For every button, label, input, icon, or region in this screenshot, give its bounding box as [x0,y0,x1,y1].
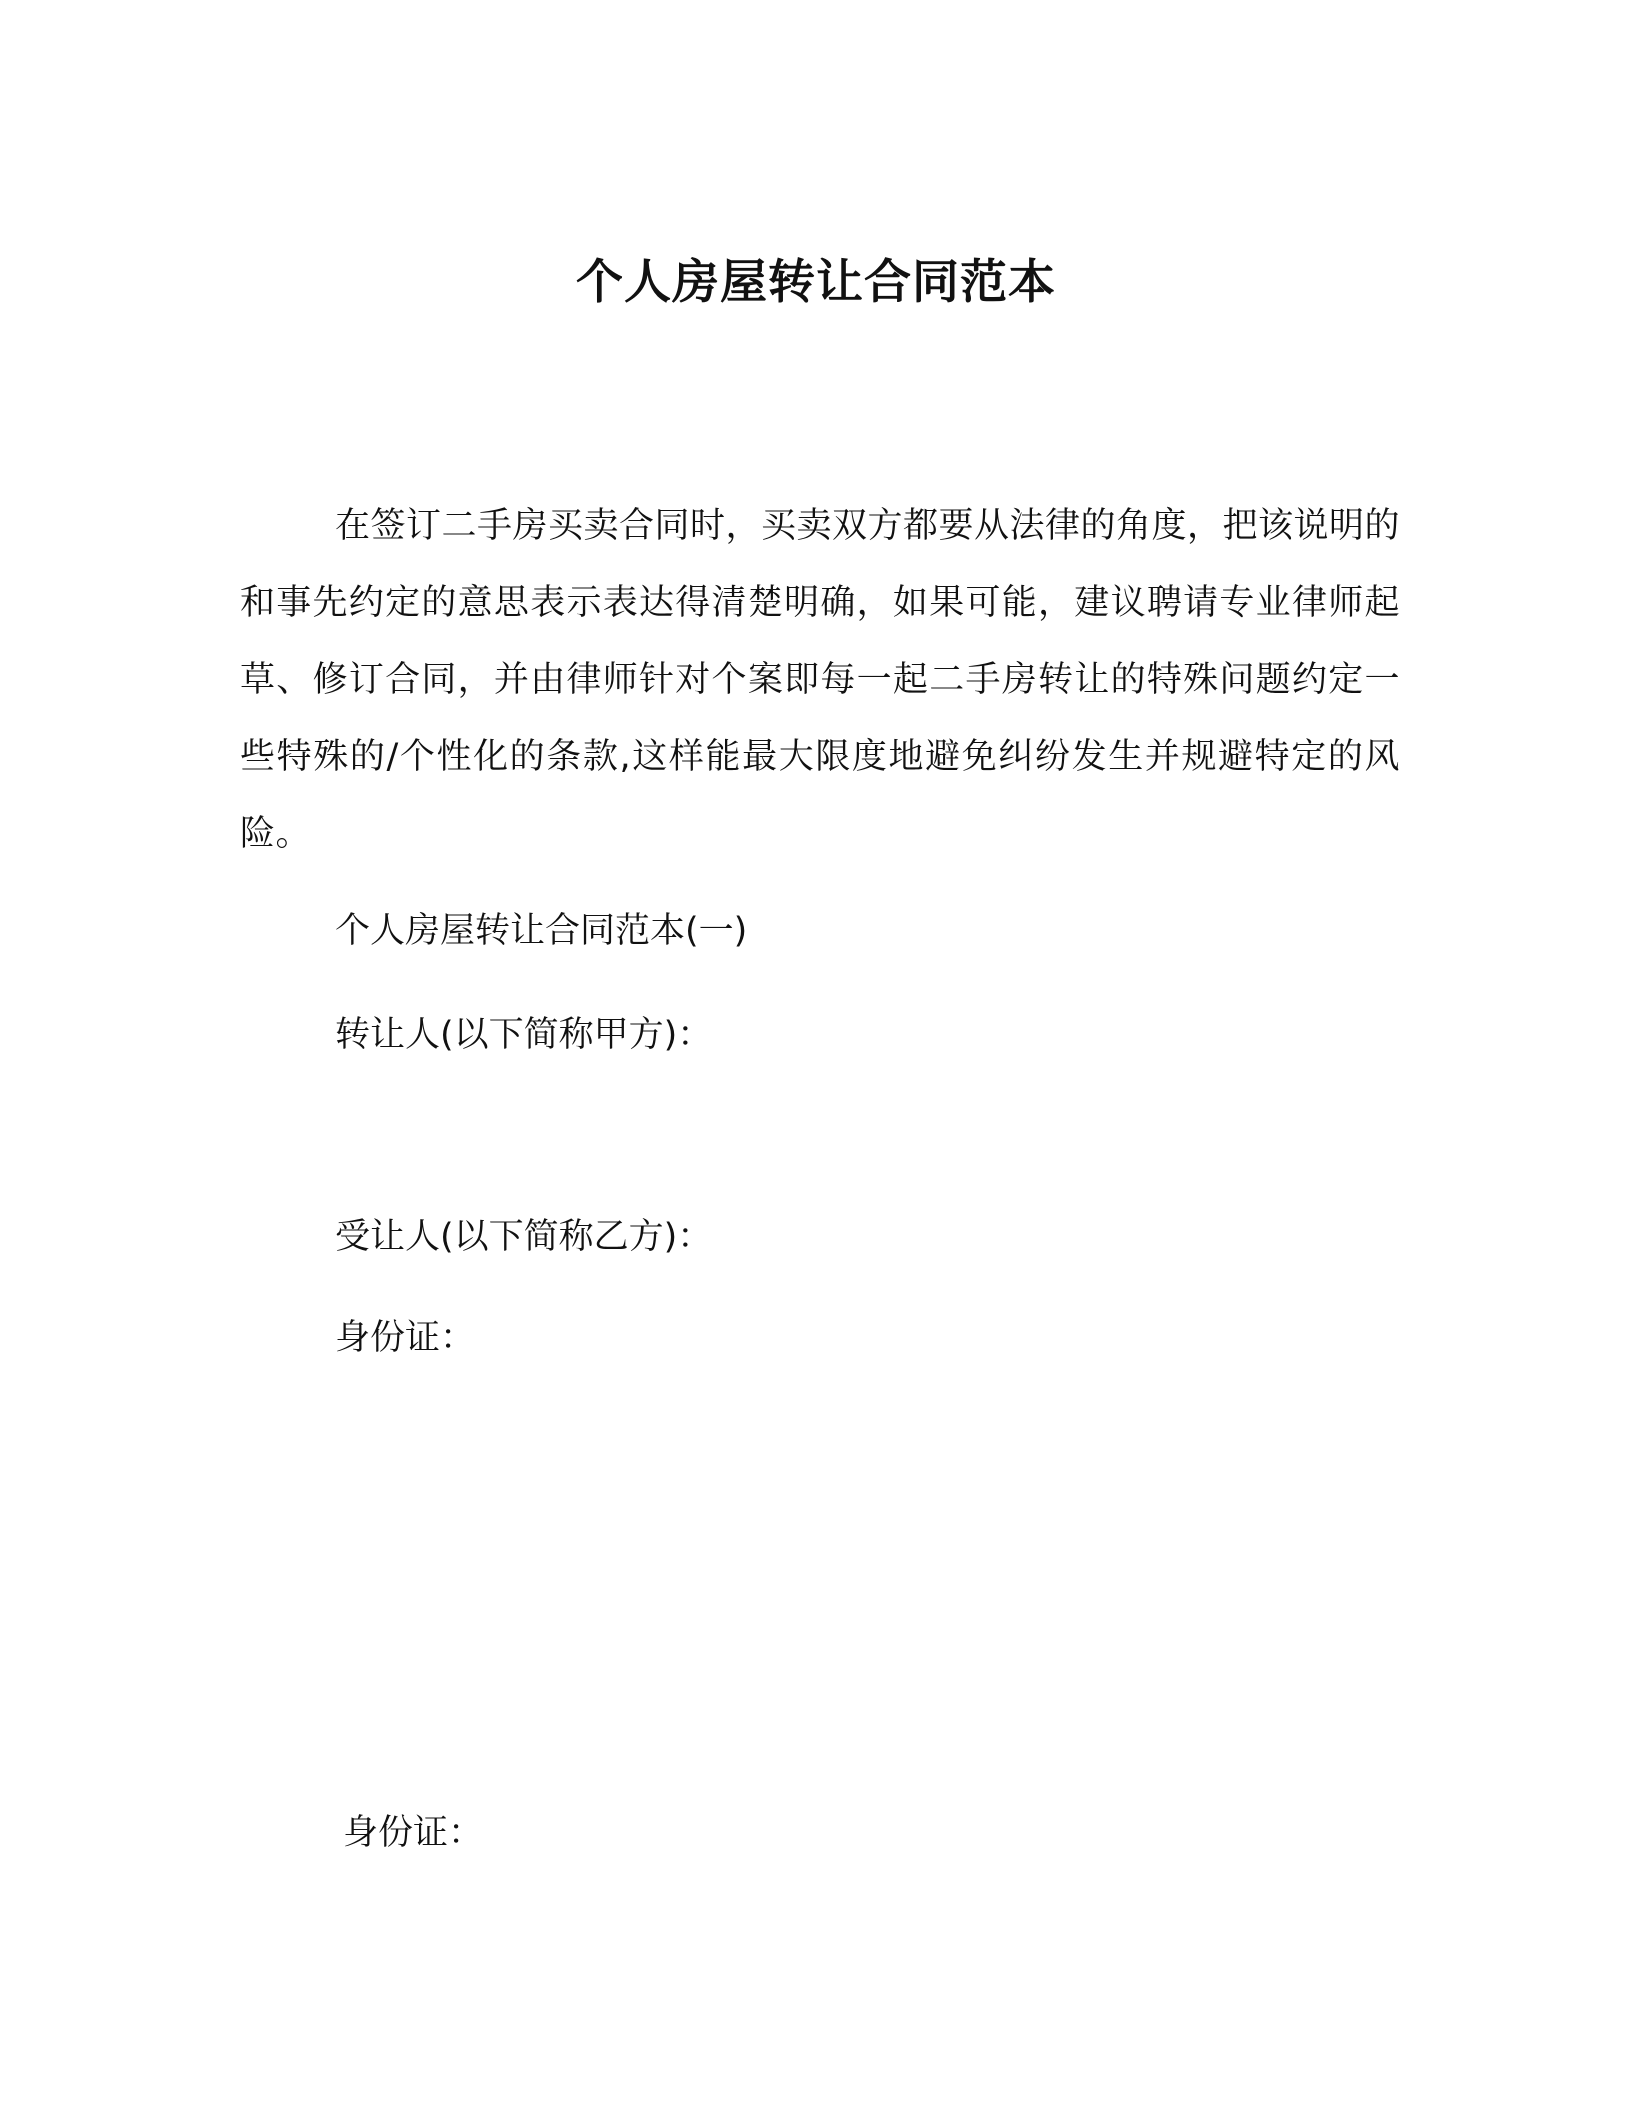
transferor-label: 转让人(以下简称甲方)： [335,1015,713,1055]
intro-paragraph: 在签订二手房买卖合同时，买卖双方都要从法律的角度，把该说明的和事先约定的意思表示表达得清楚明确，如果可能，建议聘请专业律师起草、修订合同，并由律师针对个案即每一起二手房转让的特殊问题约定一些特殊的/个性化的条款,这样能最大限度地避免纠纷发生并规避特定的风险。 [240,506,1401,854]
id-card-label-second: 身份证： [343,1813,484,1853]
transferee-label: 受让人(以下简称乙方)： [335,1217,713,1257]
contract-subtitle: 个人房屋转让合同范本(一) [335,911,748,951]
document-title: 个人房屋转让合同范本 [576,255,1056,311]
id-card-label-transferee: 身份证： [335,1318,476,1358]
